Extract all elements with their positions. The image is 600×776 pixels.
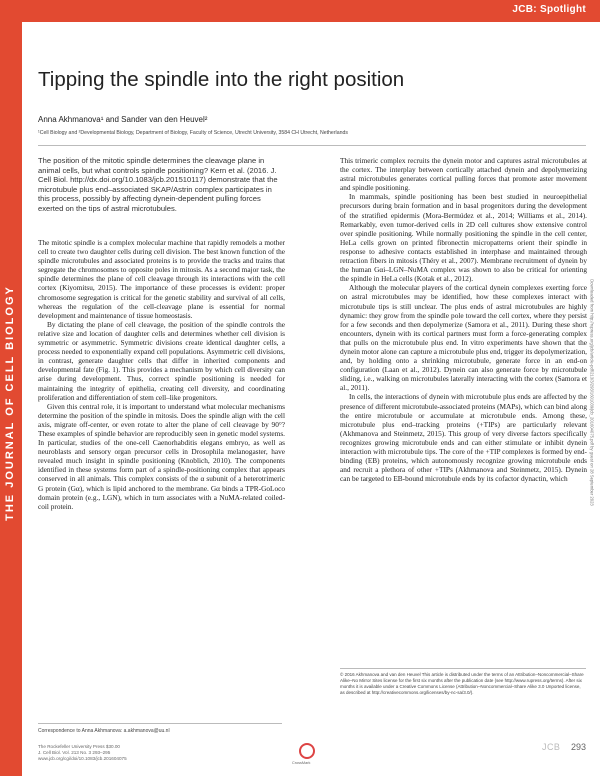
license-text: © 2016 Akhmanova and van den Heuvel This article is distributed under the terms of an Attribution–Noncommercial–Share Alike–No Mirror Sites license for the first six months after the publication date (see http://www.rupress.org/terms). After six months it is available under a Creative Commons License (Attribution–Noncommercial–Share Alike 3.0 Unported license, as described at http://creativecommons.org/licenses/by-nc-sa/3.0/). (340, 672, 584, 695)
body-paragraph: In mammals, spindle positioning has been best studied in neuroepithelial precursors during brain formation and in basal progenitors during the development of the stratified epidermis (Mora-Bermúdez et al., 2014; Williams et al., 2014). Remarkably, even tumor-derived cells in 2D cell cultures show extensive control over spindle positioning. While normally positioning the spindle in the cell center, HeLa cells grown on printed fibronectin micropatterns orient their spindle in response to adhesive contacts established in interphase and maintained through retraction fibers in mitosis (Théry et al., 2007). Membrane recruitment of dynein by the human Gαi–LGN–NuMA complex was shown to also be critical for orienting the spindle in HeLa cells (Kotak et al., 2012). (340, 192, 587, 284)
page-footer (542, 742, 586, 752)
body-paragraph: In cells, the interactions of dynein with microtubule plus ends are affected by the presence of different microtubule-associated proteins (MAPs), which can bind along the entire microtubule or accumulate at microtubule ends. Among these, microtubule plus end–tracking proteins (+TIPs) are particularly relevant (Akhmanova and Steinmetz, 2015). This group of very diverse factors specifically recognizes growing microtubule ends and can either stimulate or inhibit dynein interaction with microtubule tips. The core of the +TIP complexes is formed by end-binding (EB) proteins, which autonomously recognize growing microtubule ends and recruit a plethora of other +TIPs (Akhmanova and Steinmetz, 2015). Dynein can be targeted to EB-bound microtubule ends by its cofactor dynactin, which (340, 392, 587, 484)
sidebar-journal-name: THE JOURNAL OF CELL BIOLOGY (4, 285, 16, 521)
body-paragraph: By dictating the plane of cell cleavage, the position of the spindle controls the relative size and location of daughter cells and determines whether cell division is symmetric or asymmetric. Symmetric divisions create identical daughter cells, a process needed to exponentially expand cell populations. Asymmetric cell divisions, in contrast, generate daughter cells that differ in inherited components and developmental fate (Fig. 1). This provides a mechanism by which cell diversity can arise during development. Thus, correct spindle positioning is needed for maintaining the integrity of epithelia, creating cell diversity, and coordinating proliferation and differentiation of stem cell–like progenitors. (38, 319, 285, 402)
right-column (340, 156, 587, 483)
header-bar (0, 0, 600, 22)
license-divider (340, 668, 586, 669)
footer-doi-link[interactable]: www.jcb.org/cgi/doi/10.1083/jcb.201604075 (38, 756, 127, 761)
left-column (38, 238, 285, 511)
author-affiliation: ¹Cell Biology and ²Developmental Biology, Department of Biology, Faculty of Science, Utrecht University, 3584 CH Utrecht, Netherlands (38, 130, 348, 136)
body-paragraph: The mitotic spindle is a complex molecular machine that rapidly remodels a mother cell to create two daughter cells during cell division. The best known function of the spindle microtubules and associated proteins is to provide the tracks and trains that segregate the chromosomes to opposite poles in mitosis. As a second major task, the spindle determines the plane of cell cleavage through its interactions with the cell cortex (Kiyomitsu, 2015). The importance of these processes is evident: proper chromosome segregation is critical for the genetic stability and survival of all cells, whereas the regulation of the cell-cleavage plane is essential for normal development and maintenance of tissue homeostasis. (38, 238, 285, 320)
crossmark-icon[interactable] (299, 743, 315, 759)
publisher-footer (38, 744, 127, 762)
footer-journal: JCB (541, 742, 561, 752)
correspondence-note: Correspondence to Anna Akhmanova: a.akhmanova@uu.nl (38, 728, 170, 734)
download-note: Downloaded from http://rupress.org/jcb/article-pdf/213/3/293/1601039/jcb_201604075.pdf by guest on 28 September 2023 (589, 279, 595, 506)
header-divider (38, 145, 586, 146)
footnote-divider (38, 723, 282, 724)
footer-line: The Rockefeller University Press $30.00 (38, 744, 120, 749)
journal-section-tag: JCB: Spotlight (512, 4, 586, 15)
article-title: Tipping the spindle into the right position (38, 68, 405, 91)
article-authors: Anna Akhmanova¹ and Sander van den Heuvel² (38, 115, 208, 124)
footer-line: J. Cell Biol. Vol. 213 No. 3 293–295 (38, 750, 111, 755)
page-number: 293 (570, 742, 586, 752)
article-abstract: The position of the mitotic spindle determines the cleavage plane in animal cells, but what controls spindle positioning? Kern et al. (2016. J. Cell Biol. http://dx.doi.org/10.1083/jcb.201510117) demonstrate that the microtubule plus end–associated SKAP/Astrin complex participates in this process, possibly by affecting dynein-dependent pulling forces exerted on the tips of astral microtubules. (38, 156, 278, 213)
journal-sidebar (0, 22, 22, 776)
body-paragraph: Although the molecular players of the cortical dynein complexes exerting force on astral microtubules may be identified, how these complexes interact with microtubule tips is still unclear. The plus ends of astral microtubules are highly dynamic: they grow from the spindle pole toward the cell cortex, where they persist for a few seconds and then depolymerize (Samora et al., 2011). During these short encounters, dynein with its cortical partners must form a force-generating complex that pulls on the microtubule plus end. In vitro experiments have shown that the dynein motor alone can capture a microtubule plus end, trigger its depolymerization, and, by holding onto a shrinking microtubule, generate force in an end-on configuration (Laan et al., 2012). Dynein can also generate force by microtubule sliding, i.e., walking on microtubules laterally interacting with the cortex (Samora et al., 2011). (340, 283, 588, 393)
body-paragraph: This trimeric complex recruits the dynein motor and captures astral microtubules at the cortex. The interplay between cortically attached dynein and depolymerizing astral microtubules generates cortical pulling forces that promote aster movement and spindle positioning. (340, 156, 587, 193)
crossmark-label: CrossMark (292, 761, 311, 765)
body-paragraph: Given this central role, it is important to understand what molecular mechanisms determine the position of the spindle in mitosis. Does the spindle align with the cell axis, migrate off-center, or even rotate to alter the plane of cell cleavage by 90°? These examples of spindle behavior are reproducibly seen in genetic model systems. In particular, studies of the one-cell Caenorhabditis elegans embryo, as well as neuroblasts and sensory organ precursor cells in Drosophila melanogaster, have revealed much insight in spindle positioning (Knoblich, 2010). The components identified in these systems form part of a spindle-positioning complex that appears conserved in all animals. This complex consists of the α subunit of a heterotrimeric G protein (Gα), which is lipid anchored to the membrane. Gα binds a TPR-GoLoco domain protein (e.g., LGN), which in turn associates with a NuMA-related coiled-coil protein. (38, 401, 285, 511)
